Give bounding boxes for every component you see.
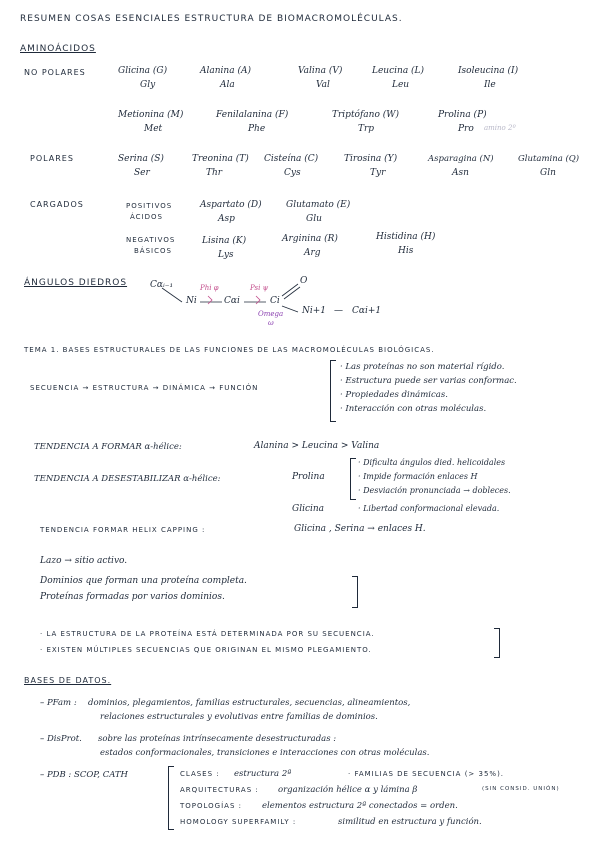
pfam-label: – PFam : xyxy=(40,698,77,708)
tema1-note-1: · Las proteínas no son material rígido. xyxy=(340,362,505,372)
disprot-line-2: estados conformacionales, transiciones e interacciones con otras moléculas. xyxy=(100,748,430,758)
aa-asparagine: Asparagina (N) xyxy=(428,154,494,164)
domains-line-1: Dominios que forman una proteína completa. xyxy=(40,576,247,586)
aa-glycine-abbr: Gly xyxy=(140,80,156,90)
aa-phenylalanine-abbr: Phe xyxy=(248,124,266,134)
pfam-line-2: relaciones estructurales y evolutivas entre familias de dominios. xyxy=(100,712,378,722)
pdb-class-extra: · FAMILIAS DE SECUENCIA (> 35%). xyxy=(348,770,505,778)
databases-heading: BASES DE DATOS. xyxy=(24,676,112,685)
aa-asparagine-abbr: Asn xyxy=(452,168,469,178)
capping-label: TENDENCIA FORMAR HELIX CAPPING : xyxy=(40,526,206,534)
aa-aspartate: Aspartato (D) xyxy=(200,200,262,210)
aa-glycine: Glicina (G) xyxy=(118,66,168,76)
bond-ca-ni xyxy=(162,288,182,302)
aa-valine: Valina (V) xyxy=(298,66,343,76)
pdb-class-label: CLASES : xyxy=(180,770,220,778)
pfam-line-1: dominios, plegamientos, familias estructurales, secuencias, alineamientos, xyxy=(88,698,411,708)
lazo-note: Lazo → sitio activo. xyxy=(40,556,128,566)
dihedral-omega: Omega xyxy=(258,310,284,318)
dihedral-ci: Ci xyxy=(270,296,280,306)
dihedral-arrow: — xyxy=(334,306,343,316)
destab-tendency-label: TENDENCIA A DESESTABILIZAR α-hélice: xyxy=(34,474,221,484)
structure-note-1: · LA ESTRUCTURA DE LA PROTEÍNA ESTÁ DETERMINADA POR SU SECUENCIA. xyxy=(40,630,375,638)
aa-glutamine: Glutamina (Q) xyxy=(518,154,580,164)
structure-note-2: · EXISTEN MÚLTIPLES SECUENCIAS QUE ORIGINAN EL MISMO PLEGAMIENTO. xyxy=(40,646,372,654)
aa-tyrosine: Tirosina (Y) xyxy=(344,154,398,164)
polar-label: POLARES xyxy=(30,154,74,163)
pdb-arch-label: ARQUITECTURAS : xyxy=(180,786,259,794)
negative-label-2: BÁSICOS xyxy=(134,247,172,255)
dihedral-heading: ÁNGULOS DIEDROS xyxy=(24,278,128,288)
helix-tendency-value: Alanina > Leucina > Valina xyxy=(254,441,380,451)
aa-isoleucine: Isoleucina (I) xyxy=(458,66,519,76)
aa-threonine-abbr: Thr xyxy=(206,168,223,178)
charged-label: CARGADOS xyxy=(30,200,84,209)
aa-arginine: Arginina (R) xyxy=(282,234,338,244)
disprot-line-1: sobre las proteínas intrínsecamente desestructuradas : xyxy=(98,734,337,744)
aa-isoleucine-abbr: Ile xyxy=(484,80,496,90)
dihedral-ca-prev: Cαᵢ₋₁ xyxy=(150,280,174,290)
aa-arginine-abbr: Arg xyxy=(304,248,321,258)
tema1-flow: SECUENCIA → ESTRUCTURA → DINÁMICA → FUNCIÓN xyxy=(30,384,259,392)
aa-glutamate-abbr: Glu xyxy=(306,214,322,224)
proline-note-1: · Dificulta ángulos died. helicoidales xyxy=(358,458,506,467)
dihedral-phi: Phi φ xyxy=(200,284,219,292)
dihedral-omega-symbol: ω xyxy=(268,319,274,327)
aa-tyrosine-abbr: Tyr xyxy=(370,168,386,178)
destab-glycine: Glicina xyxy=(292,504,325,514)
aa-leucine-abbr: Leu xyxy=(392,80,410,90)
aa-serine-abbr: Ser xyxy=(134,168,150,178)
proline-note-2: · Impide formación enlaces H xyxy=(358,472,478,481)
pdb-class-text: estructura 2ª xyxy=(234,769,292,779)
negative-label-1: NEGATIVOS xyxy=(126,236,176,244)
dihedral-o: O xyxy=(300,276,308,286)
pdb-label: – PDB : SCOP, CATH xyxy=(40,770,128,780)
pdb-homology-label: HOMOLOGY SUPERFAMILY : xyxy=(180,818,297,826)
positive-label-1: POSITIVOS xyxy=(126,202,173,210)
pdb-topo-text: elementos estructura 2ª conectados = orden. xyxy=(262,801,458,811)
aa-proline: Prolina (P) xyxy=(438,110,487,120)
destab-proline: Prolina xyxy=(292,472,325,482)
aa-alanine-abbr: Ala xyxy=(220,80,235,90)
aa-aspartate-abbr: Asp xyxy=(218,214,235,224)
aa-serine: Serina (S) xyxy=(118,154,164,164)
nonpolar-label: NO POLARES xyxy=(24,68,86,77)
tema1-note-3: · Propiedades dinámicas. xyxy=(340,390,448,400)
pdb-arch-extra: (SIN CONSID. UNIÓN) xyxy=(482,786,560,792)
page-title: RESUMEN COSAS ESENCIALES ESTRUCTURA DE BIOMACROMOLÉCULAS. xyxy=(20,14,403,24)
aa-lysine: Lisina (K) xyxy=(202,236,247,246)
aa-valine-abbr: Val xyxy=(316,80,330,90)
aa-proline-abbr: Pro xyxy=(458,124,474,134)
domains-line-2: Proteínas formadas por varios dominios. xyxy=(40,592,225,602)
dihedral-caip1: Cαi+1 xyxy=(352,306,382,316)
pdb-homology-text: similitud en estructura y función. xyxy=(338,817,482,827)
capping-value: Glicina , Serina → enlaces H. xyxy=(294,524,426,534)
aa-cysteine: Cisteína (C) xyxy=(264,154,319,164)
pdb-topo-label: TOPOLOGÍAS : xyxy=(180,802,242,810)
aa-glutamate: Glutamato (E) xyxy=(286,200,351,210)
positive-label-2: ÁCIDOS xyxy=(130,213,163,221)
aa-methionine: Metionina (M) xyxy=(118,110,184,120)
bond-ci-nip1 xyxy=(282,306,298,312)
disprot-label: – DisProt. xyxy=(40,734,82,744)
phi-rotation-mark xyxy=(208,296,212,304)
aa-glutamine-abbr: Gln xyxy=(540,168,556,178)
helix-tendency-label: TENDENCIA A FORMAR α-hélice: xyxy=(34,442,182,452)
aa-histidine-abbr: His xyxy=(398,246,414,256)
aa-lysine-abbr: Lys xyxy=(218,250,234,260)
dihedral-nip1: Ni+1 xyxy=(302,306,327,316)
aa-leucine: Leucina (L) xyxy=(372,66,425,76)
proline-note: amino 2º xyxy=(484,124,516,132)
aminoacids-heading: AMINOÁCIDOS xyxy=(20,44,96,54)
glycine-note: · Libertad conformacional elevada. xyxy=(358,504,500,513)
tema1-title: TEMA 1. BASES ESTRUCTURALES DE LAS FUNCIONES DE LAS MACROMOLÉCULAS BIOLÓGICAS. xyxy=(24,346,435,354)
aa-cysteine-abbr: Cys xyxy=(284,168,301,178)
aa-tryptophan: Triptófano (W) xyxy=(332,110,400,120)
tema1-note-4: · Interacción con otras moléculas. xyxy=(340,404,487,414)
aa-histidine: Histidina (H) xyxy=(376,232,436,242)
tema1-note-2: · Estructura puede ser varias conformac. xyxy=(340,376,517,386)
aa-phenylalanine: Fenilalanina (F) xyxy=(216,110,289,120)
psi-rotation-mark xyxy=(256,296,260,304)
dihedral-psi: Psi ψ xyxy=(250,284,269,292)
aa-threonine: Treonina (T) xyxy=(192,154,249,164)
dihedral-cai: Cαi xyxy=(224,296,240,306)
pdb-arch-text: organización hélice α y lámina β xyxy=(278,785,418,795)
aa-alanine: Alanina (A) xyxy=(200,66,251,76)
aa-tryptophan-abbr: Trp xyxy=(358,124,375,134)
proline-note-3: · Desviación pronunciada → dobleces. xyxy=(358,486,511,495)
aa-methionine-abbr: Met xyxy=(144,124,163,134)
dihedral-ni: Ni xyxy=(186,296,197,306)
